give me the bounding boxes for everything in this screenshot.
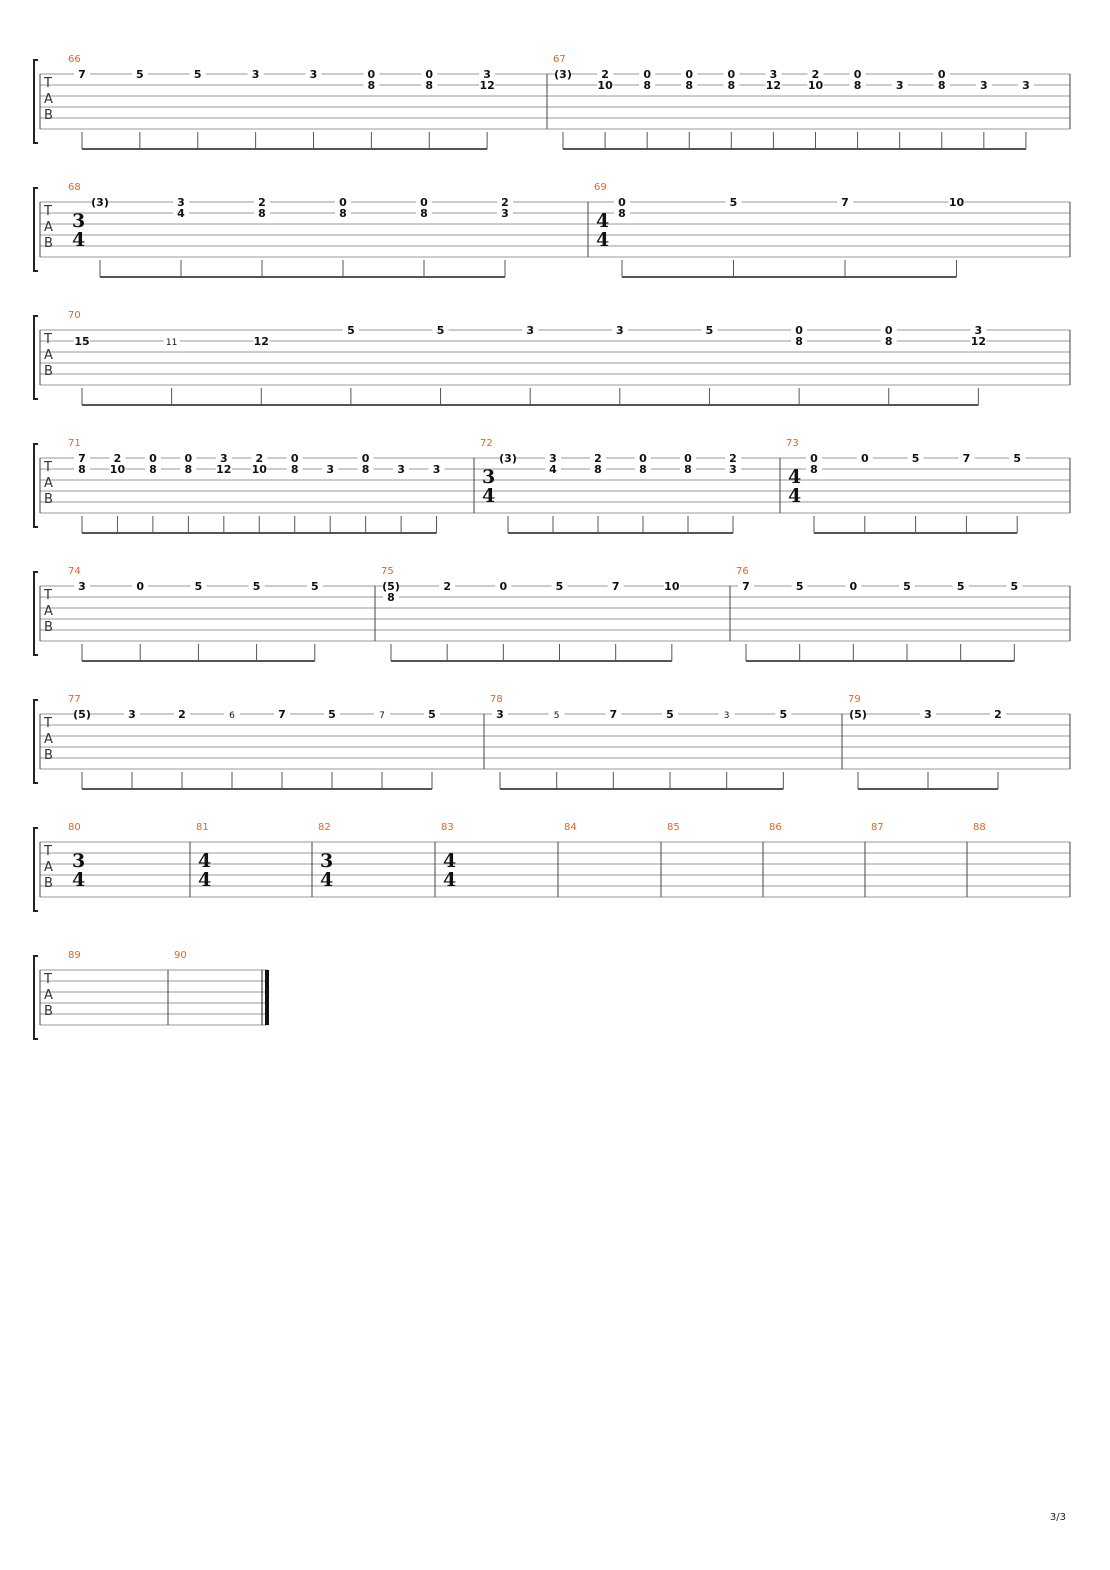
- fret-number: 3: [769, 68, 778, 81]
- fret-number: 3: [526, 324, 535, 337]
- fret-number: 2: [443, 580, 451, 593]
- fret-number: 2: [994, 708, 1002, 721]
- fret-number: 2: [255, 452, 264, 465]
- system-bracket: [34, 60, 38, 143]
- measure-number: 84: [564, 822, 577, 833]
- fret-number: 8: [184, 463, 193, 476]
- fret-number: 7: [841, 196, 849, 209]
- system-bracket: [34, 700, 38, 783]
- tab-system: [34, 822, 1070, 911]
- fret-number: 5: [428, 708, 436, 721]
- time-signature-numerator: 4: [788, 466, 802, 488]
- fret-number: 2: [601, 68, 609, 81]
- fret-number: 3: [980, 79, 988, 92]
- measure-number: 82: [318, 822, 331, 833]
- fret-number: 8: [937, 79, 946, 92]
- fret-number: 8: [639, 463, 647, 476]
- tab-clef-letter: B: [44, 236, 53, 251]
- fret-number: 8: [149, 463, 157, 476]
- tab-system: [34, 950, 269, 1039]
- fret-number: 3: [309, 68, 318, 81]
- fret-number: 0: [884, 324, 893, 337]
- fret-number: 5: [347, 324, 355, 337]
- fret-number: 10: [251, 463, 267, 476]
- fret-number: 3: [326, 463, 335, 476]
- fret-number: 3: [974, 324, 983, 337]
- fret-number: 3: [432, 463, 441, 476]
- system-bracket: [34, 828, 38, 911]
- fret-number: 3: [1022, 79, 1030, 92]
- time-signature-numerator: 3: [482, 466, 496, 488]
- fret-number: 8: [684, 463, 692, 476]
- tab-clef-letter: T: [44, 460, 52, 475]
- tab-system: [34, 438, 1070, 533]
- measure-number: 78: [490, 694, 503, 705]
- fret-number: 3: [177, 196, 185, 209]
- fret-number: 3: [895, 79, 904, 92]
- fret-number: 3: [924, 708, 932, 721]
- tab-clef-letter: A: [44, 732, 53, 747]
- fret-number: 12: [765, 79, 782, 92]
- fret-number: 10: [109, 463, 126, 476]
- measure-number: 66: [68, 54, 81, 65]
- fret-number: 8: [853, 79, 862, 92]
- fret-number: (3): [499, 452, 517, 465]
- fret-number: 3: [615, 324, 624, 337]
- fret-number: 3: [219, 452, 228, 465]
- fret-number: 8: [78, 463, 86, 476]
- fret-number: 3: [729, 463, 737, 476]
- fret-number: 5: [136, 68, 144, 81]
- tab-clef-letter: T: [44, 844, 52, 859]
- fret-number: 2: [501, 196, 509, 209]
- measure-number: 86: [769, 822, 782, 833]
- fret-number: 7: [742, 580, 750, 593]
- tab-clef-letter: T: [44, 76, 52, 91]
- measure-number: 77: [68, 694, 81, 705]
- system-bracket: [34, 316, 38, 399]
- time-signature-denominator: 4: [788, 485, 802, 507]
- tab-system: [34, 182, 1070, 277]
- fret-number: 5: [666, 708, 674, 721]
- tab-clef-letter: B: [44, 620, 53, 635]
- fret-number: (5): [73, 708, 91, 721]
- tab-clef-letter: A: [44, 860, 53, 875]
- fret-number: 0: [853, 68, 862, 81]
- fret-number: 0: [361, 452, 370, 465]
- fret-number: 8: [290, 463, 299, 476]
- fret-number: 5: [779, 708, 788, 721]
- time-signature-numerator: 4: [198, 850, 212, 872]
- fret-number: 5: [795, 580, 804, 593]
- tab-clef-letter: A: [44, 92, 53, 107]
- fret-number: 3: [397, 463, 405, 476]
- fret-number: 4: [549, 463, 557, 476]
- fret-number: 8: [795, 335, 803, 348]
- fret-number: 5: [194, 580, 203, 593]
- fret-number: 8: [387, 591, 395, 604]
- measure-number: 81: [196, 822, 209, 833]
- time-signature-numerator: 3: [320, 850, 334, 872]
- fret-number: 0: [184, 452, 193, 465]
- fret-number: 7: [379, 711, 385, 721]
- fret-number: 12: [970, 335, 987, 348]
- fret-number: 2: [811, 68, 820, 81]
- fret-number: 0: [420, 196, 428, 209]
- time-signature-numerator: 4: [443, 850, 457, 872]
- measure-number: 85: [667, 822, 680, 833]
- fret-number: 7: [962, 452, 971, 465]
- fret-number: 7: [78, 452, 86, 465]
- measure-number: 83: [441, 822, 454, 833]
- fret-number: 0: [685, 68, 694, 81]
- tab-clef-letter: T: [44, 332, 52, 347]
- fret-number: (3): [91, 196, 109, 209]
- fret-number: 0: [684, 452, 692, 465]
- time-signature-denominator: 4: [596, 229, 610, 251]
- fret-number: 8: [425, 79, 434, 92]
- fret-number: 8: [643, 79, 651, 92]
- system-bracket: [34, 956, 38, 1039]
- system-bracket: [34, 444, 38, 527]
- fret-number: 0: [849, 580, 858, 593]
- measure-number: 80: [68, 822, 81, 833]
- measure-number: 71: [68, 438, 81, 449]
- fret-number: 7: [609, 708, 618, 721]
- fret-number: 0: [727, 68, 736, 81]
- time-signature-numerator: 3: [72, 210, 86, 232]
- tab-system: [34, 694, 1070, 789]
- fret-number: 0: [136, 580, 145, 593]
- fret-number: (3): [554, 68, 572, 81]
- fret-number: 3: [483, 68, 491, 81]
- measure-number: 72: [480, 438, 493, 449]
- fret-number: 10: [948, 196, 965, 209]
- measure-number: 75: [381, 566, 394, 577]
- fret-number: 8: [685, 79, 694, 92]
- page-number: 3/3: [1049, 1512, 1066, 1523]
- fret-number: 5: [903, 580, 911, 593]
- fret-number: 15: [74, 335, 90, 348]
- tab-clef-letter: A: [44, 988, 53, 1003]
- fret-number: (5): [382, 580, 400, 593]
- time-signature-denominator: 4: [72, 229, 86, 251]
- time-signature-denominator: 4: [320, 869, 334, 891]
- measure-number: 89: [68, 950, 81, 961]
- fret-number: 3: [723, 711, 730, 721]
- fret-number: 4: [177, 207, 185, 220]
- fret-number: 5: [911, 452, 920, 465]
- time-signature-denominator: 4: [443, 869, 457, 891]
- fret-number: 10: [597, 79, 613, 92]
- fret-number: 5: [252, 580, 261, 593]
- fret-number: 5: [553, 711, 560, 721]
- fret-number: 5: [729, 196, 738, 209]
- fret-number: 5: [328, 708, 336, 721]
- measure-number: 87: [871, 822, 884, 833]
- tab-clef-letter: B: [44, 748, 53, 763]
- fret-number: 0: [339, 196, 347, 209]
- tab-system: [34, 310, 1070, 405]
- fret-number: 3: [501, 207, 509, 220]
- time-signature-numerator: 3: [72, 850, 86, 872]
- fret-number: 2: [258, 196, 266, 209]
- fret-number: 0: [499, 580, 508, 593]
- fret-number: 5: [1013, 452, 1022, 465]
- fret-number: 3: [549, 452, 557, 465]
- fret-number: 0: [425, 68, 434, 81]
- fret-number: 0: [367, 68, 376, 81]
- measure-number: 74: [68, 566, 81, 577]
- fret-number: 6: [229, 711, 235, 721]
- tab-clef-letter: B: [44, 364, 53, 379]
- fret-number: 2: [729, 452, 737, 465]
- fret-number: 2: [113, 452, 122, 465]
- tab-clef-letter: T: [44, 588, 52, 603]
- system-bracket: [34, 188, 38, 271]
- tab-system: [34, 54, 1070, 149]
- time-signature-denominator: 4: [72, 869, 86, 891]
- tab-clef-letter: T: [44, 716, 52, 731]
- time-signature-denominator: 4: [198, 869, 212, 891]
- fret-number: 8: [339, 207, 347, 220]
- fret-number: 2: [594, 452, 602, 465]
- tab-clef-letter: B: [44, 876, 53, 891]
- fret-number: 11: [165, 338, 178, 348]
- fret-number: 0: [149, 452, 157, 465]
- tab-clef-letter: B: [44, 1004, 53, 1019]
- measure-number: 90: [174, 950, 187, 961]
- measure-number: 76: [736, 566, 749, 577]
- fret-number: 8: [618, 207, 626, 220]
- fret-number: 3: [128, 708, 136, 721]
- measure-number: 79: [848, 694, 861, 705]
- measure-number: 67: [553, 54, 566, 65]
- measure-number: 88: [973, 822, 986, 833]
- fret-number: 0: [795, 324, 803, 337]
- fret-number: 3: [496, 708, 504, 721]
- fret-number: 7: [611, 580, 620, 593]
- tab-clef-letter: A: [44, 348, 53, 363]
- fret-number: 5: [310, 580, 319, 593]
- fret-number: 12: [253, 335, 269, 348]
- fret-number: 5: [1010, 580, 1019, 593]
- fret-number: (5): [849, 708, 867, 721]
- fret-number: 7: [278, 708, 286, 721]
- fret-number: 3: [78, 580, 86, 593]
- measure-number: 69: [594, 182, 607, 193]
- tab-clef-letter: B: [44, 492, 53, 507]
- fret-number: 8: [367, 79, 376, 92]
- fret-number: 8: [810, 463, 818, 476]
- fret-number: 0: [810, 452, 818, 465]
- time-signature-denominator: 4: [482, 485, 496, 507]
- fret-number: 0: [937, 68, 946, 81]
- fret-number: 8: [594, 463, 602, 476]
- fret-number: 10: [807, 79, 824, 92]
- fret-number: 8: [884, 335, 893, 348]
- fret-number: 5: [705, 324, 714, 337]
- fret-number: 0: [860, 452, 869, 465]
- tab-clef-letter: T: [44, 972, 52, 987]
- tab-clef-letter: T: [44, 204, 52, 219]
- fret-number: 5: [193, 68, 202, 81]
- fret-number: 8: [420, 207, 428, 220]
- fret-number: 0: [290, 452, 299, 465]
- fret-number: 8: [258, 207, 266, 220]
- measure-number: 73: [786, 438, 799, 449]
- fret-number: 7: [78, 68, 86, 81]
- final-bar-thick: [265, 970, 269, 1025]
- fret-number: 12: [216, 463, 232, 476]
- fret-number: 12: [479, 79, 495, 92]
- tab-clef-letter: A: [44, 476, 53, 491]
- fret-number: 0: [639, 452, 647, 465]
- fret-number: 5: [956, 580, 965, 593]
- measure-number: 68: [68, 182, 81, 193]
- time-signature-numerator: 4: [596, 210, 610, 232]
- fret-number: 3: [251, 68, 260, 81]
- system-bracket: [34, 572, 38, 655]
- measure-number: 70: [68, 310, 81, 321]
- fret-number: 5: [436, 324, 445, 337]
- fret-number: 8: [361, 463, 370, 476]
- fret-number: 5: [555, 580, 564, 593]
- tab-clef-letter: A: [44, 220, 53, 235]
- tab-clef-letter: A: [44, 604, 53, 619]
- tab-system: [34, 566, 1070, 661]
- fret-number: 8: [727, 79, 736, 92]
- tab-clef-letter: B: [44, 108, 53, 123]
- fret-number: 10: [664, 580, 680, 593]
- fret-number: 2: [178, 708, 186, 721]
- fret-number: 0: [618, 196, 626, 209]
- fret-number: 0: [643, 68, 651, 81]
